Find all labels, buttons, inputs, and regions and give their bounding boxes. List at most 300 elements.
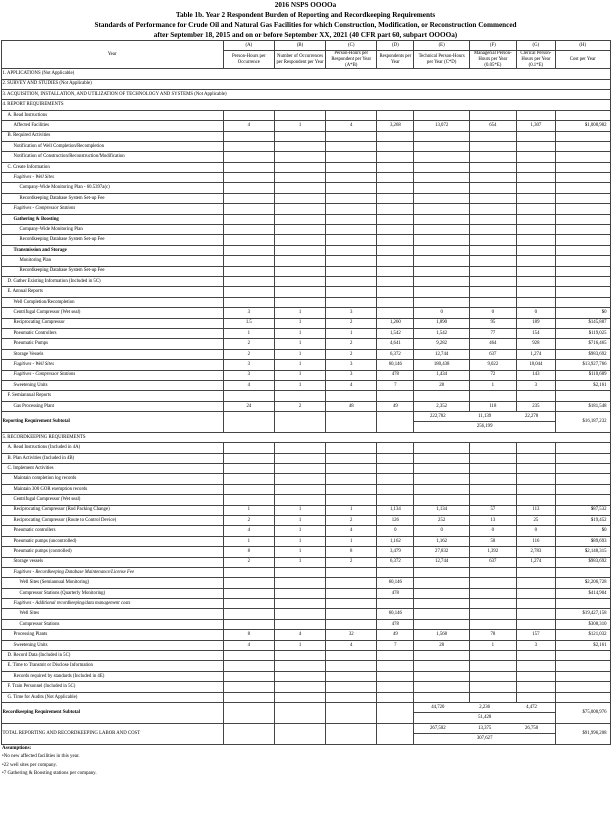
row-label: Well Completion/Recompletion [1, 297, 223, 307]
value-cell: 4 [326, 380, 377, 390]
value-cell [274, 193, 325, 203]
value-cell [414, 266, 470, 276]
value-cell [326, 297, 377, 307]
value-cell: 3 [326, 370, 377, 380]
value-cell: 1 [274, 339, 325, 349]
value-cell: 13 [469, 515, 516, 525]
value-cell: 6,372 [377, 557, 414, 567]
value-cell: 3 [326, 308, 377, 318]
value-cell [414, 276, 470, 286]
title-line: after September 18, 2015 and on or before September XX, 2021 (40 CFR part 60, subpart OOOOa) [153, 31, 458, 39]
value-cell [414, 661, 470, 671]
value-cell [414, 245, 470, 255]
table-row [1, 495, 610, 505]
value-cell [516, 162, 555, 172]
value-cell: 1 [223, 328, 274, 338]
table-row [1, 453, 610, 463]
value-cell [516, 567, 555, 577]
value-cell: 8 [223, 547, 274, 557]
table-row [1, 370, 610, 380]
row-label: Notification of Well Completion/Recompletion [1, 141, 223, 151]
value-cell [326, 412, 377, 433]
cost-cell: $983,692 [555, 349, 610, 359]
cost-cell [555, 671, 610, 681]
row-label: B. Plan Activities (Included in 4B) [1, 453, 223, 463]
row-label: 3. ACQUISITION, INSTALLATION, AND UTILIZATION OF TECHNOLOGY AND SYSTEMS (Not Applicable) [1, 89, 610, 99]
cost-cell: $414,904 [555, 588, 610, 598]
row-label: E. Annual Reports [1, 287, 223, 297]
value-cell [326, 152, 377, 162]
value-cell: 1 [274, 526, 325, 536]
title-line: Table 1b. Year 2 Respondent Burden of Reporting and Recordkeeping Requirements [175, 11, 436, 19]
value-cell: 464 [469, 339, 516, 349]
table-row [1, 391, 610, 401]
title-line: Standards of Performance for Crude Oil and Natural Gas Facilities for which Construction, Modification, or Reconstruction Commenced [94, 21, 517, 29]
value-cell [469, 204, 516, 214]
value-cell: 0 [414, 526, 470, 536]
table-row [1, 443, 610, 453]
hours-breakdown-cell [414, 703, 556, 724]
value-cell [223, 682, 274, 692]
cost-cell: $19,427,158 [555, 609, 610, 619]
table-row [1, 131, 610, 141]
row-label: D. Record Data (Included in 5C) [1, 651, 223, 661]
column-letter: (D) [377, 41, 414, 51]
row-label: Storage Vessels [1, 349, 223, 359]
value-cell [274, 609, 325, 619]
value-cell: 4 [326, 640, 377, 650]
value-cell [414, 682, 470, 692]
value-cell [377, 287, 414, 297]
value-cell [326, 464, 377, 474]
value-cell [274, 287, 325, 297]
table-row [1, 360, 610, 370]
row-label: F. Train Personnel (Included in 5C) [1, 682, 223, 692]
value-cell: 1 [223, 536, 274, 546]
value-cell: 3 [516, 380, 555, 390]
value-cell: 78 [469, 630, 516, 640]
value-cell: 1 [274, 328, 325, 338]
value-cell [516, 495, 555, 505]
value-cell [377, 131, 414, 141]
value-cell [326, 214, 377, 224]
value-cell: 12,744 [414, 349, 470, 359]
value-cell: 2 [223, 339, 274, 349]
cost-cell [555, 193, 610, 203]
row-label: Storage vessels [1, 557, 223, 567]
value-cell: 48 [326, 401, 377, 411]
cost-cell [555, 141, 610, 151]
value-cell: 157 [516, 630, 555, 640]
value-cell: 252 [414, 515, 470, 525]
row-label: Company-Wide Monitoring Plan [1, 225, 223, 235]
value-cell [414, 609, 470, 619]
value-cell [414, 578, 470, 588]
value-cell [377, 671, 414, 681]
value-cell [274, 484, 325, 494]
value-cell: 44,720 [431, 705, 445, 710]
cost-cell: $16,187,232 [555, 412, 610, 433]
row-label: Pneumatic pumps (uncontrolled) [1, 536, 223, 546]
table-row [1, 121, 610, 131]
table-row [1, 69, 610, 79]
value-cell: 26,750 [524, 725, 539, 731]
cost-cell: $2,206,728 [555, 578, 610, 588]
value-cell [377, 464, 414, 474]
row-label: Fugitives - Recordkeeping Database Maintenance/License Fee [1, 567, 223, 577]
value-cell: 478 [377, 370, 414, 380]
value-cell [377, 661, 414, 671]
value-cell [274, 567, 325, 577]
cost-cell: $2,161 [555, 640, 610, 650]
table-row [1, 588, 610, 598]
table-row [1, 640, 610, 650]
value-cell [377, 193, 414, 203]
row-label: D. Gather Existing Information (Included in 5C) [1, 276, 223, 286]
row-label: Gas Processing Plant [1, 401, 223, 411]
value-cell [377, 204, 414, 214]
value-cell: 1 [274, 370, 325, 380]
row-label: Company-Wide Monitoring Plan - 60.5397a(c) [1, 183, 223, 193]
row-label: Fugitives - Compressor Stations [1, 370, 223, 380]
row-label: Fugitives - Additional recordkeeping/data management costs [1, 599, 223, 609]
row-label: TOTAL REPORTING AND RECORDKEEPING LABOR AND COST [1, 723, 223, 744]
value-cell [377, 266, 414, 276]
row-label: 4. REPORT REQUIREMENTS [1, 100, 610, 110]
row-label: Pneumatic pumps (controlled) [1, 547, 223, 557]
value-cell [223, 567, 274, 577]
value-cell [377, 723, 414, 744]
value-cell [274, 453, 325, 463]
value-cell: 1.5 [223, 318, 274, 328]
value-cell [469, 578, 516, 588]
cost-cell [555, 682, 610, 692]
row-label: 2. SURVEY AND STUDIES (Not Applicable) [1, 79, 610, 89]
value-cell [516, 692, 555, 702]
value-cell: 180,438 [414, 360, 470, 370]
assumptions-block [0, 745, 611, 779]
column-header: Technical Person-Hours per Year (C*D) [414, 51, 470, 69]
value-cell [326, 443, 377, 453]
table-row [1, 89, 610, 99]
value-cell: 6,372 [377, 349, 414, 359]
cost-cell: $0 [555, 526, 610, 536]
value-cell [414, 495, 470, 505]
value-cell: 116 [516, 536, 555, 546]
value-cell [274, 671, 325, 681]
table-row [1, 214, 610, 224]
value-cell [223, 235, 274, 245]
value-cell [469, 619, 516, 629]
table-row [1, 526, 610, 536]
value-cell [223, 703, 274, 724]
row-label: Reporting Requirement Subtotal [1, 412, 223, 433]
value-cell: 1 [274, 349, 325, 359]
value-cell [223, 214, 274, 224]
value-cell [274, 588, 325, 598]
value-cell: 4,472 [526, 705, 537, 710]
value-cell [414, 567, 470, 577]
value-cell: 0 [469, 308, 516, 318]
value-cell [516, 183, 555, 193]
value-cell [377, 495, 414, 505]
value-cell: 2 [326, 339, 377, 349]
row-label: Monitoring Plan [1, 256, 223, 266]
table-row [1, 547, 610, 557]
row-label: Reciprocating Compressor (Rod Packing Change) [1, 505, 223, 515]
value-cell: 1 [274, 360, 325, 370]
value-cell: 3,268 [377, 121, 414, 131]
value-cell [414, 443, 470, 453]
value-cell: 1 [274, 380, 325, 390]
value-cell: 1,162 [377, 536, 414, 546]
value-cell [223, 162, 274, 172]
value-cell [469, 162, 516, 172]
cost-cell: $1,008,982 [555, 121, 610, 131]
cost-cell [555, 391, 610, 401]
table-row [1, 297, 610, 307]
value-cell [326, 141, 377, 151]
row-label: E. Time to Transmit or Disclose Information [1, 661, 223, 671]
value-cell [326, 723, 377, 744]
value-cell: 22,278 [524, 414, 539, 420]
value-cell: 1,307 [516, 121, 555, 131]
value-cell [223, 599, 274, 609]
value-cell [377, 703, 414, 724]
value-cell [274, 245, 325, 255]
value-cell [377, 443, 414, 453]
table-row [1, 100, 610, 110]
table-row [1, 79, 610, 89]
table-row [1, 609, 610, 619]
value-cell: 60,146 [377, 578, 414, 588]
table-row [1, 567, 610, 577]
value-cell [469, 173, 516, 183]
value-cell: 1 [223, 505, 274, 515]
column-header: Person-Hours per Occurrence [223, 51, 274, 69]
column-letter: (A) [223, 41, 274, 51]
row-label: Reciprocating Compressor (Route to Control Device) [1, 515, 223, 525]
value-cell [469, 256, 516, 266]
table-title-block [0, 0, 611, 40]
cost-cell [555, 276, 610, 286]
value-cell [377, 391, 414, 401]
cost-cell: $0 [555, 308, 610, 318]
value-cell [377, 235, 414, 245]
cost-cell: $75,008,976 [555, 703, 610, 724]
value-cell [274, 682, 325, 692]
value-cell: 1 [274, 557, 325, 567]
value-cell [414, 204, 470, 214]
cost-cell [555, 183, 610, 193]
value-cell: 60,146 [377, 609, 414, 619]
value-cell [326, 609, 377, 619]
value-cell [274, 297, 325, 307]
value-cell [326, 692, 377, 702]
cost-cell: $308,310 [555, 619, 610, 629]
value-cell: 2 [326, 349, 377, 359]
value-cell: 18,044 [516, 360, 555, 370]
value-cell [469, 588, 516, 598]
value-cell [516, 661, 555, 671]
cost-cell [555, 110, 610, 120]
value-cell [274, 173, 325, 183]
value-cell [274, 443, 325, 453]
value-cell [516, 588, 555, 598]
value-cell [469, 661, 516, 671]
value-cell [516, 141, 555, 151]
value-cell [377, 110, 414, 120]
table-row [1, 432, 610, 442]
value-cell [516, 599, 555, 609]
value-cell [274, 152, 325, 162]
value-cell [516, 578, 555, 588]
table-row [1, 110, 610, 120]
value-cell [377, 141, 414, 151]
value-cell: 1,890 [414, 318, 470, 328]
cost-cell [555, 495, 610, 505]
value-cell: 32 [326, 630, 377, 640]
value-cell: 1 [274, 547, 325, 557]
value-cell [414, 173, 470, 183]
value-cell [377, 256, 414, 266]
value-cell [326, 110, 377, 120]
value-cell: 3,479 [377, 547, 414, 557]
value-cell: 95 [469, 318, 516, 328]
value-cell: 49 [377, 401, 414, 411]
value-cell: 1,134 [377, 505, 414, 515]
value-cell: 28 [414, 380, 470, 390]
value-cell [377, 308, 414, 318]
value-cell [414, 141, 470, 151]
value-cell [326, 484, 377, 494]
cost-cell: $983,692 [555, 557, 610, 567]
subtotal-row [1, 412, 610, 433]
value-cell [223, 256, 274, 266]
value-cell: 267,502 [430, 725, 446, 731]
value-cell [469, 141, 516, 151]
value-cell [223, 193, 274, 203]
table-row [1, 380, 610, 390]
value-cell: 113 [516, 505, 555, 515]
value-cell: 60,146 [377, 360, 414, 370]
row-label: Records required by standards (Included in 4E) [1, 671, 223, 681]
table-row [1, 578, 610, 588]
column-header: Cost per Year [555, 51, 610, 69]
cost-cell [555, 235, 610, 245]
value-cell [274, 464, 325, 474]
value-cell: 2 [326, 557, 377, 567]
value-cell [469, 609, 516, 619]
value-cell [414, 453, 470, 463]
cost-cell: $2,148,315 [555, 547, 610, 557]
value-cell [326, 193, 377, 203]
table-row [1, 328, 610, 338]
value-cell [274, 183, 325, 193]
table-row [1, 225, 610, 235]
value-cell: 13,375 [478, 725, 492, 731]
value-cell [516, 651, 555, 661]
value-cell [516, 671, 555, 681]
total-hours-cell: 307,627 [476, 736, 493, 742]
value-cell: 126 [377, 515, 414, 525]
column-letter: (C) [326, 41, 377, 51]
row-label: Notification of Construction/Reconstruction/Modification [1, 152, 223, 162]
burden-table [1, 40, 611, 745]
value-cell [223, 619, 274, 629]
value-cell [516, 474, 555, 484]
column-letter: (B) [274, 41, 325, 51]
table-row [1, 515, 610, 525]
value-cell [469, 214, 516, 224]
value-cell: 25 [516, 515, 555, 525]
cost-cell [555, 152, 610, 162]
value-cell [274, 412, 325, 433]
row-label: A. Read Instructions [1, 110, 223, 120]
hours-breakdown-cell [414, 412, 556, 433]
value-cell: 1,434 [414, 370, 470, 380]
table-row [1, 474, 610, 484]
value-cell [223, 391, 274, 401]
row-label: F. Semiannual Reports [1, 391, 223, 401]
value-cell [223, 173, 274, 183]
value-cell: 12,744 [414, 557, 470, 567]
value-cell [274, 692, 325, 702]
value-cell [516, 235, 555, 245]
column-letter-row [1, 41, 610, 51]
value-cell [469, 651, 516, 661]
value-cell [274, 599, 325, 609]
value-cell [274, 619, 325, 629]
value-cell [516, 276, 555, 286]
cost-cell [555, 131, 610, 141]
value-cell [414, 287, 470, 297]
value-cell: 2 [223, 557, 274, 567]
row-label: Gathering & Boosting [1, 214, 223, 224]
value-cell [223, 245, 274, 255]
value-cell: 654 [469, 121, 516, 131]
value-cell [326, 256, 377, 266]
cost-cell [555, 599, 610, 609]
table-row [1, 204, 610, 214]
value-cell [223, 484, 274, 494]
row-label: Maintain completion log records [1, 474, 223, 484]
value-cell [223, 443, 274, 453]
value-cell [377, 245, 414, 255]
value-cell [377, 225, 414, 235]
value-cell [469, 671, 516, 681]
value-cell [326, 235, 377, 245]
value-cell [414, 692, 470, 702]
value-cell [223, 453, 274, 463]
value-cell: 222,782 [430, 414, 446, 420]
cost-cell: $87,532 [555, 505, 610, 515]
value-cell [223, 131, 274, 141]
row-label: Sweetening Units [1, 640, 223, 650]
value-cell [274, 131, 325, 141]
hours-breakdown-cell [414, 723, 556, 744]
value-cell [414, 297, 470, 307]
cost-cell [555, 245, 610, 255]
table-row [1, 464, 610, 474]
value-cell [516, 256, 555, 266]
value-cell: 1,274 [516, 349, 555, 359]
row-label: 5. RECORDKEEPING REQUIREMENTS [1, 432, 610, 442]
table-row [1, 484, 610, 494]
value-cell [223, 412, 274, 433]
value-cell [377, 214, 414, 224]
value-cell: 13,072 [414, 121, 470, 131]
